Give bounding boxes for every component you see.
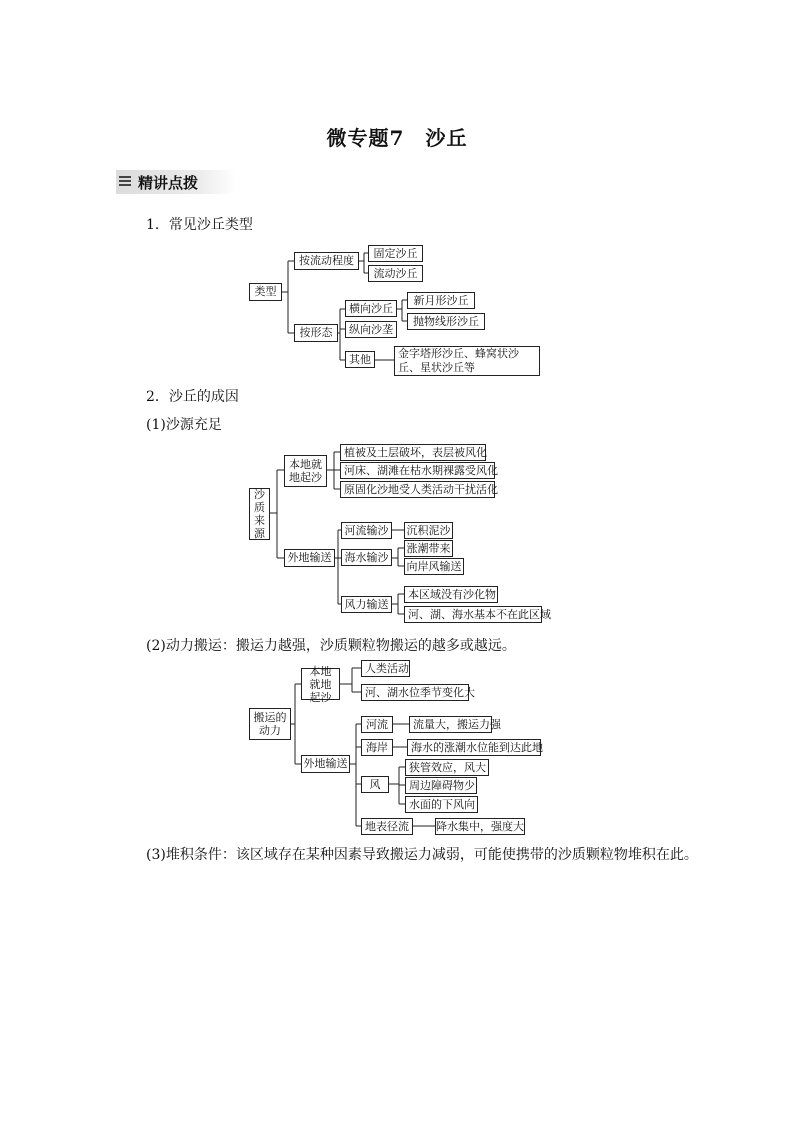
node-river: 河流 [361, 716, 393, 733]
heading-transport-force: (2)动力搬运：搬运力越强，沙质颗粒物搬运的越多或越远。 [146, 638, 516, 654]
section-label: 精讲点拨 [138, 174, 199, 192]
node-external-transport-2: 外地输送 [301, 755, 350, 773]
node-other-dunes: 金字塔形沙丘、蜂窝状沙丘、星状沙丘等 [394, 346, 540, 376]
node-transverse-dune: 横向沙丘 [345, 300, 397, 317]
node-water-level-change: 河、湖水位季节变化大 [361, 684, 469, 701]
node-tide: 涨潮带来 [404, 540, 453, 557]
node-surface-runoff: 地表径流 [361, 818, 413, 835]
page-title: 微专题7 沙丘 [326, 126, 468, 150]
node-crescent-dune: 新月形沙丘 [407, 292, 475, 309]
node-downwind: 水面的下风向 [405, 796, 478, 813]
heading-deposition: (3)堆积条件：该区域存在某种因素导致搬运力减弱，可能使携带的沙质颗粒物堆积在此。 [146, 847, 698, 863]
node-coast: 海岸 [361, 739, 393, 756]
node-human-reactivation: 原固化沙地受人类活动干扰活化 [340, 481, 495, 498]
node-longitudinal-ridge: 纵向沙垄 [345, 321, 397, 338]
node-vegetation-damage: 植被及土层破坏，表层被风化 [340, 444, 486, 461]
node-external-transport: 外地输送 [284, 549, 335, 567]
heading-dune-types: 1．常见沙丘类型 [146, 217, 253, 233]
node-by-shape: 按形态 [294, 324, 338, 342]
node-riverbed-exposed: 河床、湖滩在枯水期裸露受风化 [340, 462, 495, 479]
node-by-mobility: 按流动程度 [294, 252, 359, 270]
node-fixed-dune: 固定沙丘 [368, 245, 423, 262]
node-others: 其他 [345, 351, 375, 368]
node-concentrated-rain: 降水集中，强度大 [435, 818, 525, 835]
node-wind: 风 [361, 776, 389, 793]
node-parabolic-dune: 抛物线形沙丘 [407, 313, 485, 330]
heading-dune-formation: 2．沙丘的成因 [146, 389, 239, 405]
node-local-sand: 本地就地起沙 [284, 455, 327, 487]
node-high-flow: 流量大，搬运力强 [409, 716, 492, 733]
node-local-sand-2: 本地就地起沙 [301, 668, 340, 700]
node-sand-source: 沙质来源 [249, 488, 270, 540]
heading-sand-supply: (1)沙源充足 [146, 417, 222, 433]
node-types: 类型 [249, 283, 282, 301]
node-river-transport: 河流输沙 [341, 522, 392, 539]
node-human-activity: 人类活动 [361, 660, 410, 677]
node-mobile-dune: 流动沙丘 [368, 265, 423, 282]
node-transport-force: 搬运的动力 [249, 708, 291, 740]
node-few-obstacles: 周边障碍物少 [405, 777, 477, 794]
node-canyon-effect: 狭管效应，风大 [405, 759, 489, 776]
node-no-desert-material: 本区域没有沙化物 [404, 586, 498, 603]
node-no-water-bodies: 河、湖、海水基本不在此区域 [404, 606, 542, 623]
node-onshore-wind: 向岸风输送 [404, 558, 464, 575]
node-tide-level: 海水的涨潮水位能到达此地 [407, 739, 541, 756]
node-sea-transport: 海水输沙 [341, 549, 392, 566]
node-sediment: 沉积泥沙 [404, 522, 453, 539]
node-wind-transport: 风力输送 [341, 596, 392, 613]
